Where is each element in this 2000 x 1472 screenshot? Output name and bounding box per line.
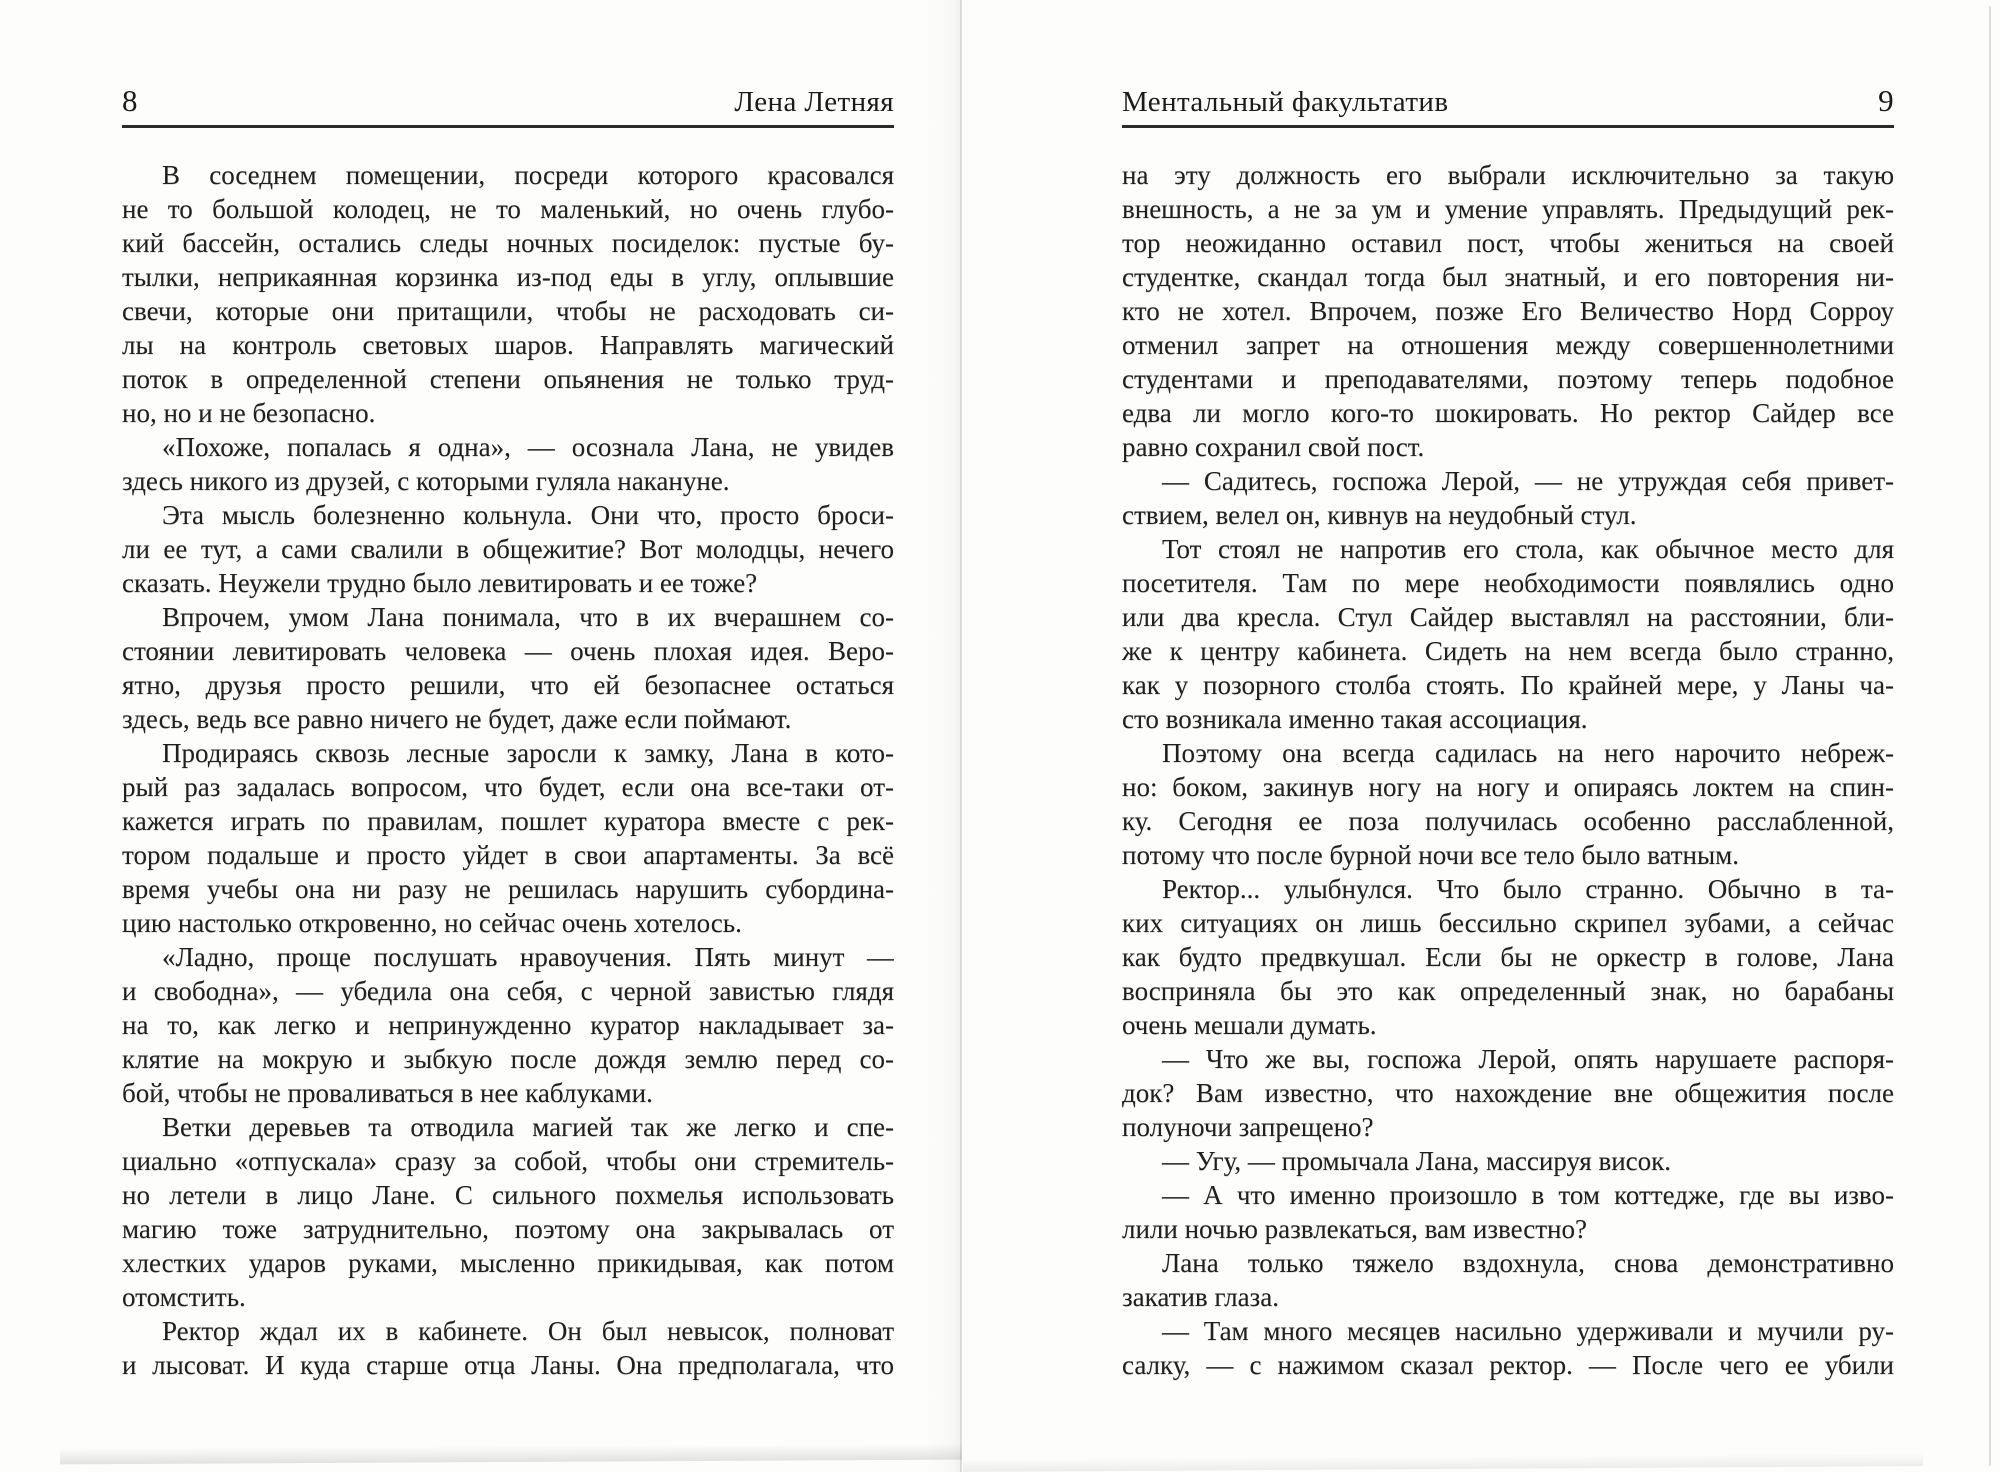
- text-line: здесь никого из друзей, с которыми гуляла накануне.: [122, 466, 730, 496]
- text-line: или два кресла. Стул Сайдер выставлял на расстоянии, бли-: [1122, 602, 1894, 632]
- text-line: ятно, друзья просто решили, что ей безопаснее остаться: [122, 670, 894, 700]
- text-line: клятие на мокрую и зыбкую после дождя землю перед со-: [122, 1044, 894, 1074]
- gutter-shadow: [926, 0, 961, 1472]
- paragraph: [1122, 464, 1894, 532]
- text-line: едва ли могло кого-то шокировать. Но ректор Сайдер все: [1122, 398, 1894, 428]
- text-line: поток в определенной степени опьянения не только труд-: [122, 364, 894, 394]
- text-line: «Похоже, попалась я одна», — осознала Лана, не увидев: [162, 432, 894, 462]
- page-right: [961, 0, 2000, 1472]
- text-line: отомстить.: [122, 1282, 246, 1312]
- paragraph: [1122, 1314, 1894, 1382]
- text-line: сказать. Неужели трудно было левитировать и ее тоже?: [122, 568, 758, 598]
- paragraph: [1122, 1042, 1894, 1144]
- text-line: сто возникала именно такая ассоциация.: [1122, 704, 1588, 734]
- text-line: очень мешали думать.: [1122, 1010, 1377, 1040]
- text-line: не то большой колодец, не то маленький, но очень глубо-: [122, 194, 894, 224]
- text-line: Ветки деревьев та отводила магией так же легко и спе-: [162, 1112, 894, 1142]
- text-line: кий бассейн, остались следы ночных посиделок: пустые бу-: [122, 228, 894, 258]
- text-line: циально «отпускала» сразу за собой, чтобы они стремитель-: [122, 1146, 894, 1176]
- text-line: бой, чтобы не проваливаться в нее каблуками.: [122, 1078, 653, 1108]
- paragraph: [122, 600, 894, 736]
- paragraph: [1122, 158, 1894, 464]
- text-line: кто не хотел. Впрочем, позже Его Величество Норд Сорроу: [1122, 296, 1894, 326]
- text-line: но летели в лицо Лане. С сильного похмелья использовать: [122, 1180, 894, 1210]
- paragraph: [1122, 1246, 1894, 1314]
- paragraph: [122, 158, 894, 430]
- text-line: рый раз задалась вопросом, что будет, если она все-таки от-: [122, 772, 894, 802]
- text-line: Продираясь сквозь лесные заросли к замку, Лана в кото-: [162, 738, 894, 768]
- text-line: салку, — с нажимом сказал ректор. — После чего ее убили: [1122, 1350, 1894, 1380]
- paragraph: [1122, 736, 1894, 872]
- text-line: хлестких ударов руками, мысленно прикидывая, как потом: [122, 1248, 894, 1278]
- text-line: лы на контроль световых шаров. Направлять магический: [122, 330, 894, 360]
- text-line: стоянии левитировать человека — очень плохая идея. Веро-: [122, 636, 894, 666]
- page-left: [0, 0, 961, 1472]
- text-line: лили ночью развлекаться, вам известно?: [1122, 1214, 1587, 1244]
- page-number-right: 9: [1878, 83, 1894, 118]
- text-line: полуночи запрещено?: [1122, 1112, 1374, 1142]
- text-line: закатив глаза.: [1122, 1282, 1279, 1312]
- text-line: посетителя. Там по мере необходимости появлялись одно: [1122, 568, 1894, 598]
- text-line: на то, как легко и непринужденно куратор накладывает за-: [122, 1010, 894, 1040]
- running-header-title: Ментальный факультатив: [1122, 86, 1449, 118]
- text-line: на эту должность его выбрали исключительно за такую: [1122, 160, 1894, 190]
- text-line: «Ладно, проще послушать нравоучения. Пять минут —: [162, 942, 894, 972]
- paragraph: [122, 1110, 894, 1314]
- text-line: Эта мысль болезненно кольнула. Они что, просто броси-: [162, 500, 894, 530]
- text-line: студентке, скандал тогда был знатный, и его повторения ни-: [1122, 262, 1894, 292]
- paragraph: [122, 430, 894, 498]
- paragraph: [1122, 1144, 1894, 1178]
- page-body-right: [1122, 158, 1894, 1382]
- text-line: тор неожиданно оставил пост, чтобы жениться на своей: [1122, 228, 1894, 258]
- header-rule-right: [1122, 125, 1894, 128]
- text-line: цию настолько откровенно, но сейчас очень хотелось.: [122, 908, 742, 938]
- page-body-left: [122, 158, 894, 1382]
- text-line: — А что именно произошло в том коттедже, где вы изво-: [1162, 1180, 1894, 1210]
- text-line: кажется играть по правилам, пошлет куратора вместе с рек-: [122, 806, 894, 836]
- text-line: магию тоже затруднительно, поэтому она закрывалась от: [122, 1214, 894, 1244]
- text-line: потому что после бурной ночи все тело было ватным.: [1122, 840, 1739, 870]
- text-line: — Садитесь, госпожа Лерой, — не утруждая себя привет-: [1162, 466, 1894, 496]
- text-line: студентами и преподавателями, поэтому теперь подобное: [1122, 364, 1894, 394]
- text-line: — Там много месяцев насильно удерживали и мучили ру-: [1162, 1316, 1894, 1346]
- text-line: Лана только тяжело вздохнула, снова демонстративно: [1162, 1248, 1894, 1278]
- text-line: тором подальше и просто уйдет в свои апартаменты. За всё: [122, 840, 894, 870]
- text-line: как будто предвкушал. Если бы не оркестр в голове, Лана: [1122, 942, 1894, 972]
- text-line: равно сохранил свой пост.: [1122, 432, 1425, 462]
- page-number-left: 8: [122, 83, 138, 118]
- text-line: тылки, неприкаянная корзинка из-под еды в углу, оплывшие: [122, 262, 894, 292]
- text-line: В соседнем помещении, посреди которого красовался: [162, 160, 894, 190]
- text-line: ких ситуациях он лишь бессильно скрипел зубами, а сейчас: [1122, 908, 1894, 938]
- header-rule-left: [122, 125, 894, 128]
- text-line: же к центру кабинета. Сидеть на нем всегда было странно,: [1122, 636, 1894, 666]
- text-line: как у позорного столба стоять. По крайней мере, у Ланы ча-: [1122, 670, 1894, 700]
- paragraph: [122, 736, 894, 940]
- text-line: но: боком, закинув ногу на ногу и опираясь локтем на спин-: [1122, 772, 1894, 802]
- text-line: док? Вам известно, что нахождение вне общежития после: [1122, 1078, 1894, 1108]
- text-line: ку. Сегодня ее поза получилась особенно расслабленной,: [1122, 806, 1894, 836]
- text-line: Впрочем, умом Лана понимала, что в их вчерашнем со-: [162, 602, 894, 632]
- text-line: здесь, ведь все равно ничего не будет, даже если поймают.: [122, 704, 792, 734]
- text-line: отменил запрет на отношения между совершеннолетними: [1122, 330, 1894, 360]
- paragraph: [122, 1314, 894, 1382]
- page-left-header: [122, 84, 894, 119]
- text-line: время учебы она ни разу не решилась нарушить субордина-: [122, 874, 894, 904]
- text-line: — Что же вы, госпожа Лерой, опять нарушаете распоря-: [1162, 1044, 1894, 1074]
- text-line: Тот стоял не напротив его стола, как обычное место для: [1162, 534, 1894, 564]
- text-line: ствием, велел он, кивнув на неудобный стул.: [1122, 500, 1637, 530]
- gutter-seam-line: [960, 0, 962, 1472]
- paragraph: [1122, 532, 1894, 736]
- running-header-author: Лена Летняя: [734, 86, 894, 118]
- paragraph: [122, 498, 894, 600]
- text-line: и лысоват. И куда старше отца Ланы. Она предполагала, что: [122, 1350, 894, 1380]
- paragraph: [122, 940, 894, 1110]
- text-line: Ректор ждал их в кабинете. Он был невысок, полноват: [162, 1316, 894, 1346]
- text-line: ли ее тут, а сами свалили в общежитие? Вот молодцы, нечего: [122, 534, 894, 564]
- text-line: Поэтому она всегда садилась на него нарочито небреж-: [1162, 738, 1894, 768]
- text-line: свечи, которые они притащили, чтобы не расходовать си-: [122, 296, 894, 326]
- page-right-header: [1122, 84, 1894, 119]
- text-line: и свободна», — убедила она себя, с черной завистью глядя: [122, 976, 894, 1006]
- paragraph: [1122, 1178, 1894, 1246]
- text-line: — Угу, — промычала Лана, массируя висок.: [1162, 1146, 1672, 1176]
- text-line: но, но и не безопасно.: [122, 398, 376, 428]
- text-line: внешность, а не за ум и умение управлять. Предыдущий рек-: [1122, 194, 1894, 224]
- text-line: восприняла бы это как определенный знак, но барабаны: [1122, 976, 1894, 1006]
- paragraph: [1122, 872, 1894, 1042]
- page-right-edge-line: [1989, 6, 1991, 1466]
- text-line: Ректор... улыбнулся. Что было странно. Обычно в та-: [1162, 874, 1894, 904]
